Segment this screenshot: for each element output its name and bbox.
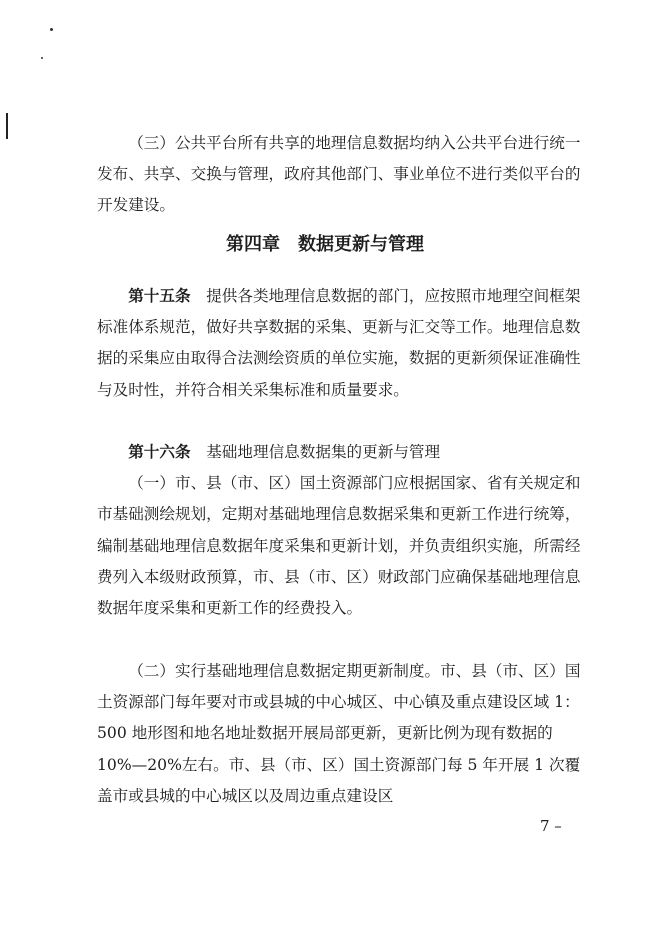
page-number: 7 – xyxy=(540,817,562,835)
article-16 xyxy=(97,437,581,624)
article-16-paragraph xyxy=(97,437,581,468)
article-15-paragraph xyxy=(97,281,581,406)
scan-speck xyxy=(41,57,43,59)
chapter-title: 第四章 数据更新与管理 xyxy=(226,234,424,255)
paragraph-text: （三）公共平台所有共享的地理信息数据均纳入公共平台进行统一发布、共享、交换与管理，政府其他部门、事业单位不进行类似平台的开发建设。 xyxy=(97,134,581,215)
article-15-text: 提供各类地理信息数据的部门，应按照市地理空间框架标准体系规范，做好共享数据的采集、更新与汇交等工作。地理信息数据的采集应由取得合法测绘资质的单位实施，数据的更新须保证准确性与及时性，并符合相关采集标准和质量要求。 xyxy=(97,287,581,399)
article-16-item-2: （二）实行基础地理信息数据定期更新制度。市、县（市、区）国土资源部门每年要对市或县城的中心城区、中心镇及重点建设区域 1：500 地形图和地名地址数据开展局部更新，更新比例为现有数据的 10%—20%左右。市、县（市、区）国土资源部门每 5 年开展 1 次覆盖市或县城的中心城区以及周边重点建设区 xyxy=(97,662,581,805)
scan-speck xyxy=(50,28,53,31)
paragraph-public-platform xyxy=(97,128,581,222)
article-15 xyxy=(97,281,581,406)
article-16-text: 基础地理信息数据集的更新与管理 xyxy=(206,443,441,461)
article-16-heading: 第十六条 xyxy=(128,443,191,461)
article-15-heading: 第十五条 xyxy=(128,287,191,305)
margin-mark xyxy=(6,113,8,139)
article-16-item-2-block xyxy=(97,656,581,812)
article-16-item-1: （一）市、县（市、区）国土资源部门应根据国家、省有关规定和市基础测绘规划，定期对基础地理信息数据采集和更新工作进行统筹，编制基础地理信息数据年度采集和更新计划，并负责组织实施，所需经费列入本级财政预算，市、县（市、区）财政部门应确保基础地理信息数据年度采集和更新工作的经费投入。 xyxy=(97,474,581,618)
